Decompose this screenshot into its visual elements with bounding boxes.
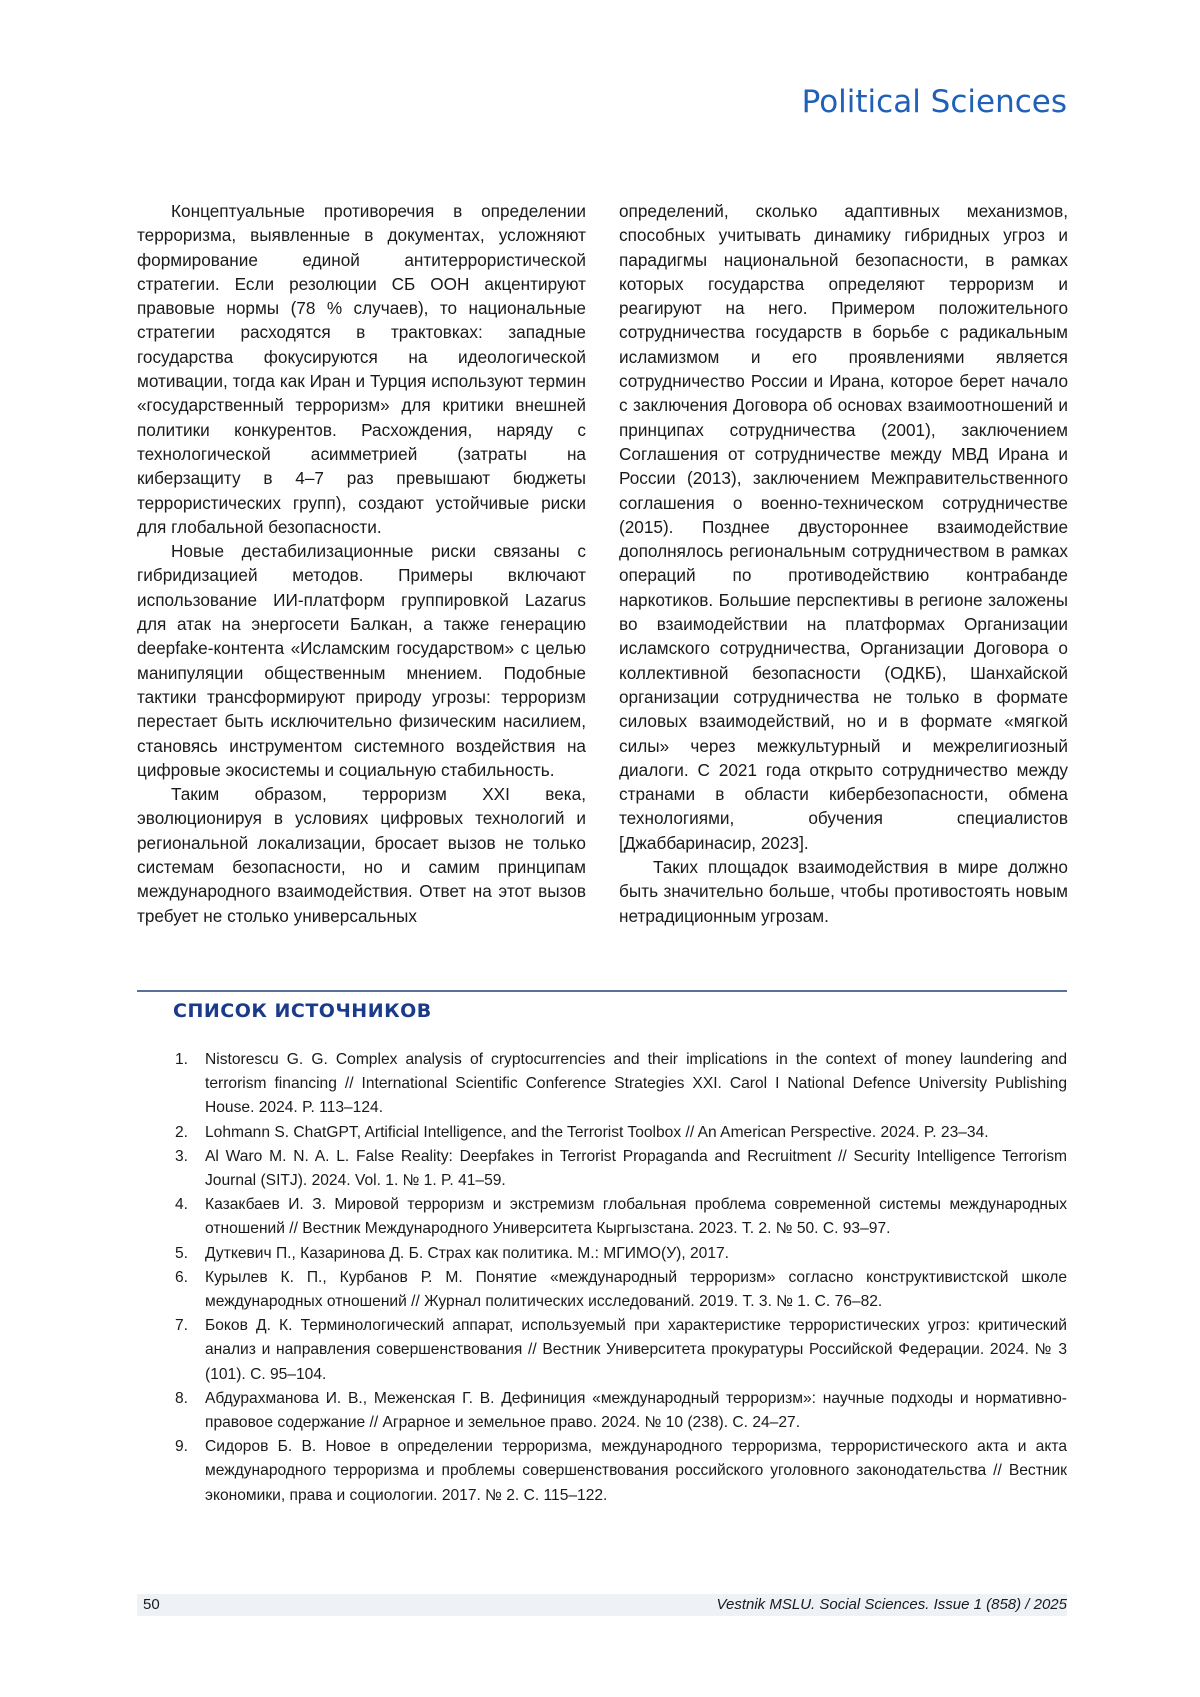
reference-number: 7. (175, 1317, 189, 1335)
paragraph: Таким образом, терроризм XXI века, эволюционируя в условиях цифровых технологий и региональной локализации, бросает вызов не только системам безопасности, но и самим принципам международного взаимодействия. Ответ на этот вызов требует не столько универсальных (137, 784, 586, 926)
reference-number: 8. (175, 1389, 189, 1407)
section-title: Political Sciences (801, 84, 1067, 120)
reference-text: Боков Д. К. Терминологический аппарат, используемый при характеристике террористических угроз: критический анализ и направления совершенствования // Вестник Университета прокуратуры Российской Федерации. 2024. № 3 (101). С. 95–104. (205, 1317, 1067, 1383)
page-footer (137, 1594, 1067, 1616)
reference-text: Al Waro M. N. A. L. False Reality: Deepfakes in Terrorist Propaganda and Recruitment // Security Intelligence Terrorism Journal (SITJ). 2024. Vol. 1. № 1. P. 41–59. (205, 1147, 1067, 1190)
right-column (619, 199, 1068, 928)
paragraph: Концептуальные противоречия в определении терроризма, выявленные в документах, усложняют формирование единой антитеррористической стратегии. Если резолюции СБ ООН акцентируют правовые нормы (78 % случаев), то национальные стратегии расходятся в трактовках: западные государства фокусируются на идеологической мотивации, тогда как Иран и Турция используют термин «государственный терроризм» для критики внешней политики конкурентов. Расхождения, наряду с технологической асимметрией (затраты на киберзащиту в 4–7 раз превышают бюджеты террористических групп), создают устойчивые риски для глобальной безопасности. (137, 201, 586, 537)
reference-item (175, 1314, 1067, 1387)
paragraph: определений, сколько адаптивных механизмов, способных учитывать динамику гибридных угроз и парадигмы национальной безопасности, в рамках которых государства определяют терроризм и реагируют на него. Примером положительного сотрудничества государств в борьбе с радикальным исламизмом и его проявлениями является сотрудничество России и Ирана, которое берет начало с заключения Договора об основах взаимоотношений и принципах сотрудничества (2001), заключением Соглашения от сотрудничестве между МВД Ирана и России (2013), заключением Межправительственного соглашения о военно-техническом сотрудничестве (2015). Позднее двустороннее взаимодействие дополнялось региональным сотрудничеством в рамках операций по противодействию контрабанде наркотиков. Большие перспективы в регионе заложены во взаимодействии на платформах Организации исламского сотрудничества, Организации Договора о коллективной безопасности (ОДКБ), Шанхайской организации сотрудничества не только в формате силовых взаимодействий, но и в формате «мягкой силы» через межкультурный и межрелигиозный диалоги. С 2021 года открыто сотрудничество между странами в области кибербезопасности, обмена технологиями, обучения специалистов [Джаббаринасир, 2023]. (619, 201, 1068, 853)
reference-text: Сидоров Б. В. Новое в определении терроризма, международного терроризма, террористического акта и акта международного терроризма и проблемы совершенствования российского уголовного законодательства // Вестник экономики, права и социологии. 2017. № 2. С. 115–122. (205, 1438, 1067, 1504)
references-title: СПИСОК ИСТОЧНИКОВ (173, 1000, 432, 1022)
reference-item (175, 1145, 1067, 1193)
reference-text: Курылев К. П., Курбанов Р. М. Понятие «международный терроризм» согласно конструктивистской школе международных отношений // Журнал политических исследований. 2019. Т. 3. № 1. С. 76–82. (205, 1268, 1067, 1311)
reference-text: Абдурахманова И. В., Меженская Г. В. Дефиниция «международный терроризм»: научные подходы и нормативно-правовое содержание // Аграрное и земельное право. 2024. № 10 (238). С. 24–27. (205, 1389, 1067, 1432)
page-number: 50 (143, 1596, 160, 1613)
reference-number: 3. (175, 1147, 189, 1165)
left-column (137, 199, 586, 928)
reference-number: 6. (175, 1268, 189, 1286)
divider (137, 990, 1067, 992)
reference-number: 5. (175, 1244, 189, 1262)
reference-text: Дуткевич П., Казаринова Д. Б. Страх как политика. М.: МГИМО(У), 2017. (205, 1244, 730, 1262)
reference-item (175, 1048, 1067, 1121)
paragraph: Новые дестабилизационные риски связаны с гибридизацией методов. Примеры включают использование ИИ-платформ группировкой Lazarus для атак на энергосети Балкан, а также генерацию deepfake-контента «Исламским государством» с целью манипуляции общественным мнением. Подобные тактики трансформируют природу угрозы: терроризм перестает быть исключительно физическим насилием, становясь инструментом системного воздействия на цифровые экосистемы и социальную стабильность. (137, 541, 586, 780)
reference-text: Lohmann S. ChatGPT, Artificial Intelligence, and the Terrorist Toolbox // An American Perspective. 2024. P. 23–34. (205, 1123, 989, 1141)
references-list (175, 1048, 1067, 1508)
reference-item (175, 1242, 1067, 1266)
journal-name: Vestnik MSLU. Social Sciences. Issue 1 (858) / 2025 (716, 1596, 1067, 1613)
reference-item (175, 1266, 1067, 1314)
reference-item (175, 1193, 1067, 1241)
reference-text: Nistorescu G. G. Complex analysis of cryptocurrencies and their implications in the context of money laundering and terrorism financing // International Scientific Conference Strategies XXI. Carol I National Defence University Publishing House. 2024. P. 113–124. (205, 1051, 1067, 1117)
reference-item (175, 1387, 1067, 1435)
reference-item (175, 1121, 1067, 1145)
reference-number: 1. (175, 1051, 189, 1068)
reference-number: 2. (175, 1123, 189, 1141)
reference-number: 9. (175, 1438, 189, 1456)
reference-item (175, 1435, 1067, 1508)
paragraph: Таких площадок взаимодействия в мире должно быть значительно больше, чтобы противостоять новым нетрадиционным угрозам. (619, 857, 1068, 926)
reference-text: Казакбаев И. З. Мировой терроризм и экстремизм глобальная проблема современной системы международных отношений // Вестник Международного Университета Кыргызстана. 2023. Т. 2. № 50. С. 93–97. (205, 1196, 1067, 1238)
reference-number: 4. (175, 1196, 189, 1214)
